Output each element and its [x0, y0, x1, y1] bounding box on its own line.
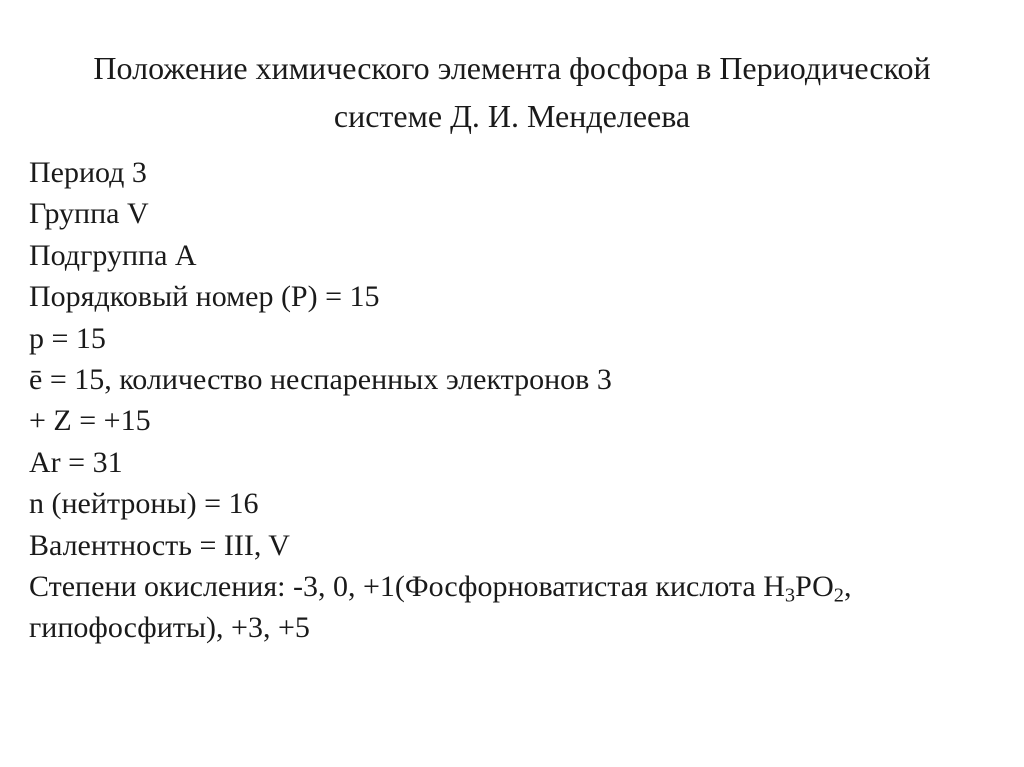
oxidation-prefix: Степени окисления: -3, 0, +1(Фосфорноватистая кислота Н — [29, 570, 785, 604]
electrons-line: ē = 15, количество неспаренных электронов 3 — [29, 363, 612, 397]
title-line-2: системе Д. И. Менделеева — [333, 98, 691, 134]
subscript-2: 2 — [833, 584, 844, 607]
period-line: Период 3 — [29, 156, 147, 189]
atomic-mass-line: Ar = 31 — [29, 445, 123, 479]
neutrons-line: n (нейтроны) = 16 — [29, 487, 259, 521]
protons-line: р = 15 — [29, 321, 106, 355]
oxidation-states-line — [29, 566, 999, 607]
oxidation-suffix: , — [844, 570, 852, 604]
subgroup-line: Подгруппа А — [29, 238, 197, 272]
subscript-3: 3 — [784, 584, 796, 607]
valence-line: Валентность = III, V — [29, 528, 290, 562]
element-properties — [29, 152, 999, 649]
title-line-1: Положение химического элемента фосфора в Периодической — [93, 50, 931, 86]
nuclear-charge-line: + Z = +15 — [29, 404, 151, 438]
group-line: Группа V — [29, 197, 149, 231]
slide-title — [40, 44, 984, 140]
oxidation-states-line-2: гипофосфиты), +3, +5 — [29, 611, 310, 645]
atomic-number-line: Порядковый номер (Р) = 15 — [29, 280, 380, 314]
oxidation-formula-mid: РО — [795, 570, 834, 604]
